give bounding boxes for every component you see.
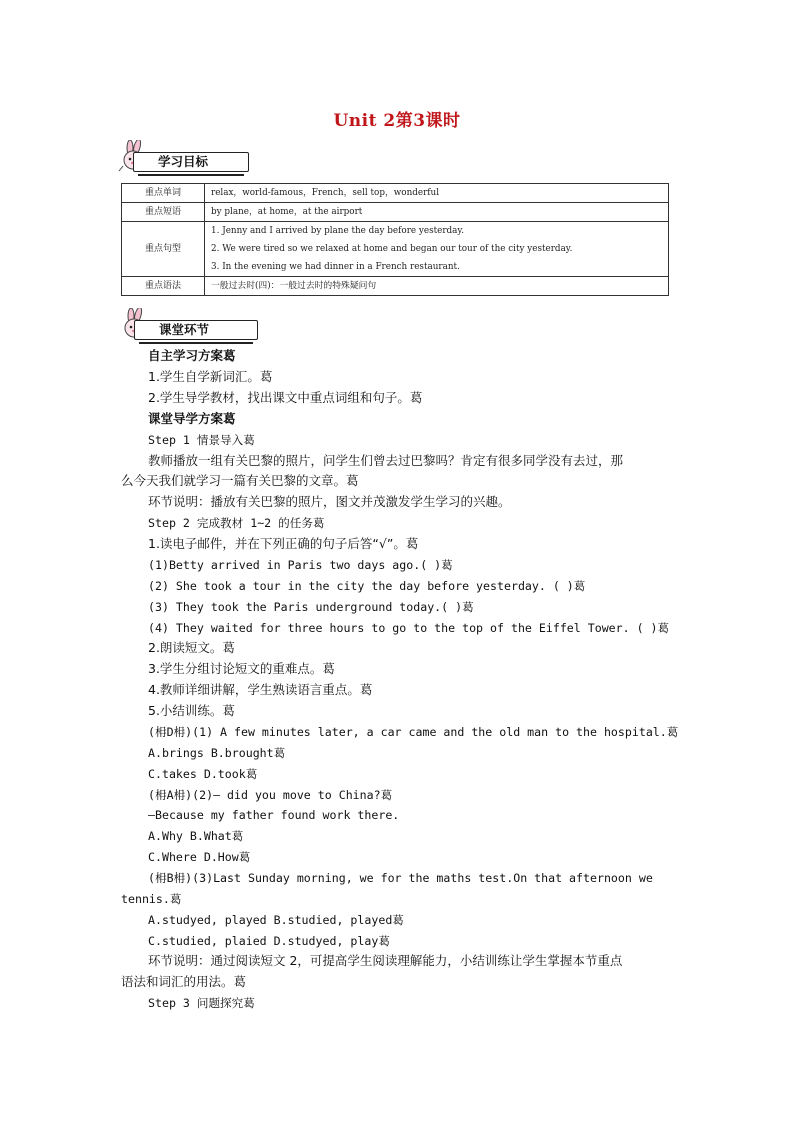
table-row	[122, 277, 669, 296]
goals-key: 重点句型	[122, 222, 205, 277]
text-line: 1.读电子邮件，并在下列正确的句子后答“√”。葛	[148, 536, 419, 551]
text-line: 2.朗读短文。葛	[148, 640, 235, 655]
step-heading: Step 2 完成教材 1~2 的任务葛	[148, 516, 325, 530]
text-line: 么今天我们就学习一篇有关巴黎的文章。葛	[121, 473, 359, 488]
option-line: A.studyed, played B.studied, played葛	[148, 913, 404, 927]
goals-sentence: 2. We were tired so we relaxed at home and began our tour of the city yesterday.	[211, 244, 573, 254]
goals-key: 重点短语	[122, 203, 205, 222]
question-line: (3) They took the Paris underground today.( )葛	[148, 600, 474, 614]
section-badge-goals	[117, 146, 232, 172]
text-line: 环节说明：播放有关巴黎的照片，图文并茂激发学生学习的兴趣。	[148, 494, 511, 509]
table-row	[122, 203, 669, 222]
question-line: —Because my father found work there.	[148, 808, 400, 822]
text-line: 4.教师详细讲解，学生熟读语言重点。葛	[148, 682, 373, 697]
question-line: (4) They waited for three hours to go to the top of the Eiffel Tower. ( )葛	[148, 621, 670, 635]
table-row	[122, 222, 669, 277]
goals-value: relax，world-famous，French，sell top，wonderful	[205, 184, 669, 203]
goals-value	[205, 222, 669, 277]
option-line: C.Where D.How葛	[148, 850, 251, 864]
question-line: (枏B枏)(3)Last Sunday morning, we for the maths test.On that afternoon we	[148, 871, 653, 885]
step-heading: Step 1 情景导入葛	[148, 433, 255, 447]
option-line: C.studied, plaied D.studyed, play葛	[148, 934, 390, 948]
section-badge-class-label: 课堂环节	[134, 320, 258, 340]
section-badge-goals-label: 学习目标	[133, 152, 249, 172]
text-line: 环节说明：通过阅读短文 2，可提高学生阅读理解能力，小结训练让学生掌握本节重点	[148, 953, 623, 968]
goals-sentence: 3. In the evening we had dinner in a French restaurant.	[211, 262, 460, 272]
text-line: 教师播放一组有关巴黎的照片，问学生们曾去过巴黎吗？肯定有很多同学没有去过，那	[148, 453, 624, 468]
goals-key: 重点语法	[122, 277, 205, 296]
goals-table	[121, 183, 669, 296]
option-line: C.takes D.took葛	[148, 767, 258, 781]
question-line: (枏D枏)(1) A few minutes later, a car came and the old man to the hospital.葛	[148, 725, 679, 739]
goals-value: 一般过去时(四)：一般过去时的特殊疑问句	[205, 277, 669, 296]
goals-key: 重点单词	[122, 184, 205, 203]
text-line: 2.学生导学教材，找出课文中重点词组和句子。葛	[148, 390, 423, 405]
section-badge-class	[118, 314, 242, 340]
question-line: (1)Betty arrived in Paris two days ago.( )葛	[148, 558, 453, 572]
text-line: 1.学生自学新词汇。葛	[148, 369, 273, 384]
step-heading: Step 3 问题探究葛	[148, 996, 255, 1010]
text-line: 语法和词汇的用法。葛	[121, 974, 247, 989]
heading-class-guide: 课堂导学方案葛	[148, 411, 236, 426]
question-line: (2) She took a tour in the city the day before yesterday. ( )葛	[148, 579, 586, 593]
table-row	[122, 184, 669, 203]
goals-sentence: 1. Jenny and I arrived by plane the day before yesterday.	[211, 226, 465, 236]
option-line: A.brings B.brought葛	[148, 746, 286, 760]
page-title: Unit 2第3课时	[333, 111, 461, 131]
text-line: 3.学生分组讨论短文的重难点。葛	[148, 661, 335, 676]
heading-self-study: 自主学习方案葛	[148, 348, 236, 363]
goals-value: by plane，at home，at the airport	[205, 203, 669, 222]
option-line: A.Why B.What葛	[148, 829, 244, 843]
question-line: tennis.葛	[121, 892, 182, 906]
question-line: (枏A枏)(2)— did you move to China?葛	[148, 788, 393, 802]
text-line: 5.小结训练。葛	[148, 703, 235, 718]
